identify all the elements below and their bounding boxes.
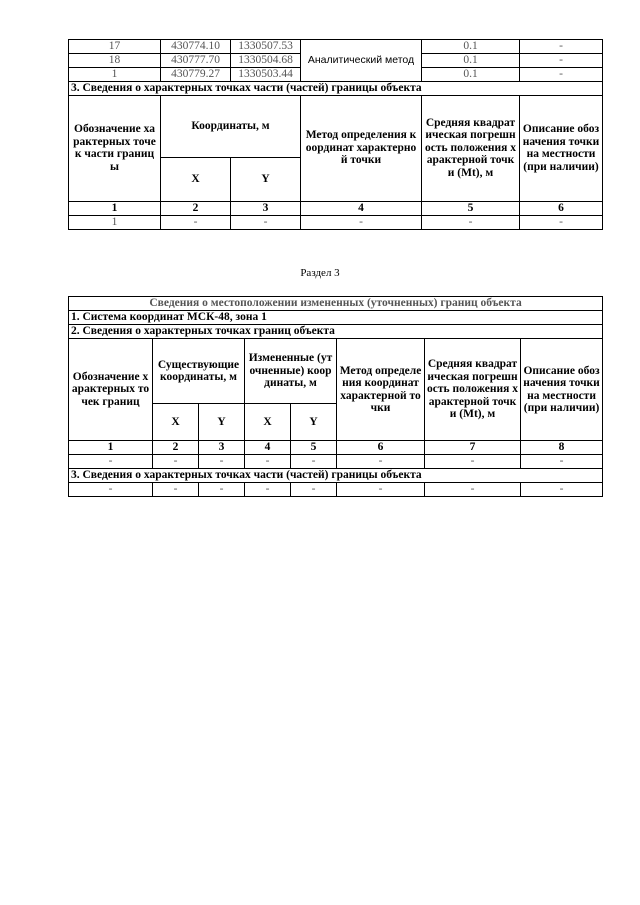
table-cell: -	[245, 455, 291, 469]
coord-x: 430774.10	[161, 40, 231, 54]
coord-x: 430779.27	[161, 67, 231, 81]
table-cell: -	[301, 215, 422, 229]
accuracy-value: 0.1	[422, 67, 520, 81]
header-existing-coords: Существующие координаты, м	[153, 339, 245, 404]
table-cell: -	[337, 483, 425, 497]
column-number: 7	[425, 441, 521, 455]
header-x: X	[245, 404, 291, 441]
header-row	[69, 95, 603, 157]
header-description: Описание обозначения точки на местности (при наличии)	[520, 95, 603, 201]
table-cell: -	[69, 455, 153, 469]
table-cell: -	[69, 483, 153, 497]
accuracy-value: 0.1	[422, 40, 520, 54]
column-number: 3	[199, 441, 245, 455]
table-title: Сведения о местоположении измененных (уточненных) границ объекта	[69, 297, 603, 311]
header-y: Y	[199, 404, 245, 441]
table-cell: -	[291, 483, 337, 497]
table-row	[69, 215, 603, 229]
header-row	[69, 339, 603, 404]
header-y: Y	[231, 157, 301, 201]
table-row	[69, 455, 603, 469]
table-cell: -	[521, 455, 603, 469]
column-number: 3	[231, 201, 301, 215]
table-cell: -	[425, 455, 521, 469]
changed-boundary-table	[68, 296, 603, 497]
description-value: -	[520, 53, 603, 67]
description-value: -	[520, 67, 603, 81]
point-number: 18	[69, 53, 161, 67]
section-heading-row	[69, 325, 603, 339]
table-cell: -	[425, 483, 521, 497]
header-method: Метод определения координат характерной точки	[337, 339, 425, 441]
coordinate-system: 1. Система координат МСК-48, зона 1	[69, 311, 603, 325]
table-cell: -	[520, 215, 603, 229]
column-number: 2	[161, 201, 231, 215]
header-x: X	[153, 404, 199, 441]
column-number: 8	[521, 441, 603, 455]
table-cell: -	[337, 455, 425, 469]
method-cell: Аналитический метод	[301, 40, 422, 82]
table-cell: -	[153, 455, 199, 469]
column-number: 6	[520, 201, 603, 215]
point-number: 17	[69, 40, 161, 54]
column-number: 6	[337, 441, 425, 455]
coord-y: 1330507.53	[231, 40, 301, 54]
table-cell: -	[231, 215, 301, 229]
column-number: 2	[153, 441, 199, 455]
coord-y: 1330504.68	[231, 53, 301, 67]
column-number: 5	[422, 201, 520, 215]
header-x: X	[161, 157, 231, 201]
section-heading-row	[69, 469, 603, 483]
point-number: 1	[69, 67, 161, 81]
table-cell: -	[199, 455, 245, 469]
column-number: 4	[301, 201, 422, 215]
column-number: 4	[245, 441, 291, 455]
part-heading: 3. Сведения о характерных точках части (частей) границы объекта	[69, 81, 603, 95]
header-designation: Обозначение характерных точек границ	[69, 339, 153, 441]
boundary-part-points-table	[68, 39, 603, 230]
table-row	[69, 40, 603, 54]
header-designation: Обозначение характерных точек части границы	[69, 95, 161, 201]
table-row	[69, 483, 603, 497]
column-numbers-row	[69, 201, 603, 215]
header-accuracy: Средняя квадратическая погрешность положения характерной точки (Mt), м	[425, 339, 521, 441]
table-cell: -	[153, 483, 199, 497]
column-number: 1	[69, 441, 153, 455]
table-cell: -	[161, 215, 231, 229]
coord-x: 430777.70	[161, 53, 231, 67]
table-cell: -	[521, 483, 603, 497]
table-cell: -	[291, 455, 337, 469]
part-heading: 3. Сведения о характерных точках части (частей) границы объекта	[69, 469, 603, 483]
column-number: 5	[291, 441, 337, 455]
coord-y: 1330503.44	[231, 67, 301, 81]
header-changed-coords: Измененные (уточненные) координаты, м	[245, 339, 337, 404]
table-cell: 1	[69, 215, 161, 229]
table-cell: -	[199, 483, 245, 497]
header-accuracy: Средняя квадратическая погрешность положения характерной точки (Mt), м	[422, 95, 520, 201]
column-number: 1	[69, 201, 161, 215]
accuracy-value: 0.1	[422, 53, 520, 67]
header-method: Метод определения координат характерной точки	[301, 95, 422, 201]
points-heading: 2. Сведения о характерных точках границ объекта	[69, 325, 603, 339]
header-coords: Координаты, м	[161, 95, 301, 157]
table-title-row	[69, 297, 603, 311]
table-cell: -	[245, 483, 291, 497]
header-description: Описание обозначения точки на местности (при наличии)	[521, 339, 603, 441]
header-y: Y	[291, 404, 337, 441]
section-heading-row	[69, 81, 603, 95]
column-numbers-row	[69, 441, 603, 455]
table-cell: -	[422, 215, 520, 229]
description-value: -	[520, 40, 603, 54]
section-title: Раздел 3	[300, 267, 340, 279]
section-heading-row	[69, 311, 603, 325]
